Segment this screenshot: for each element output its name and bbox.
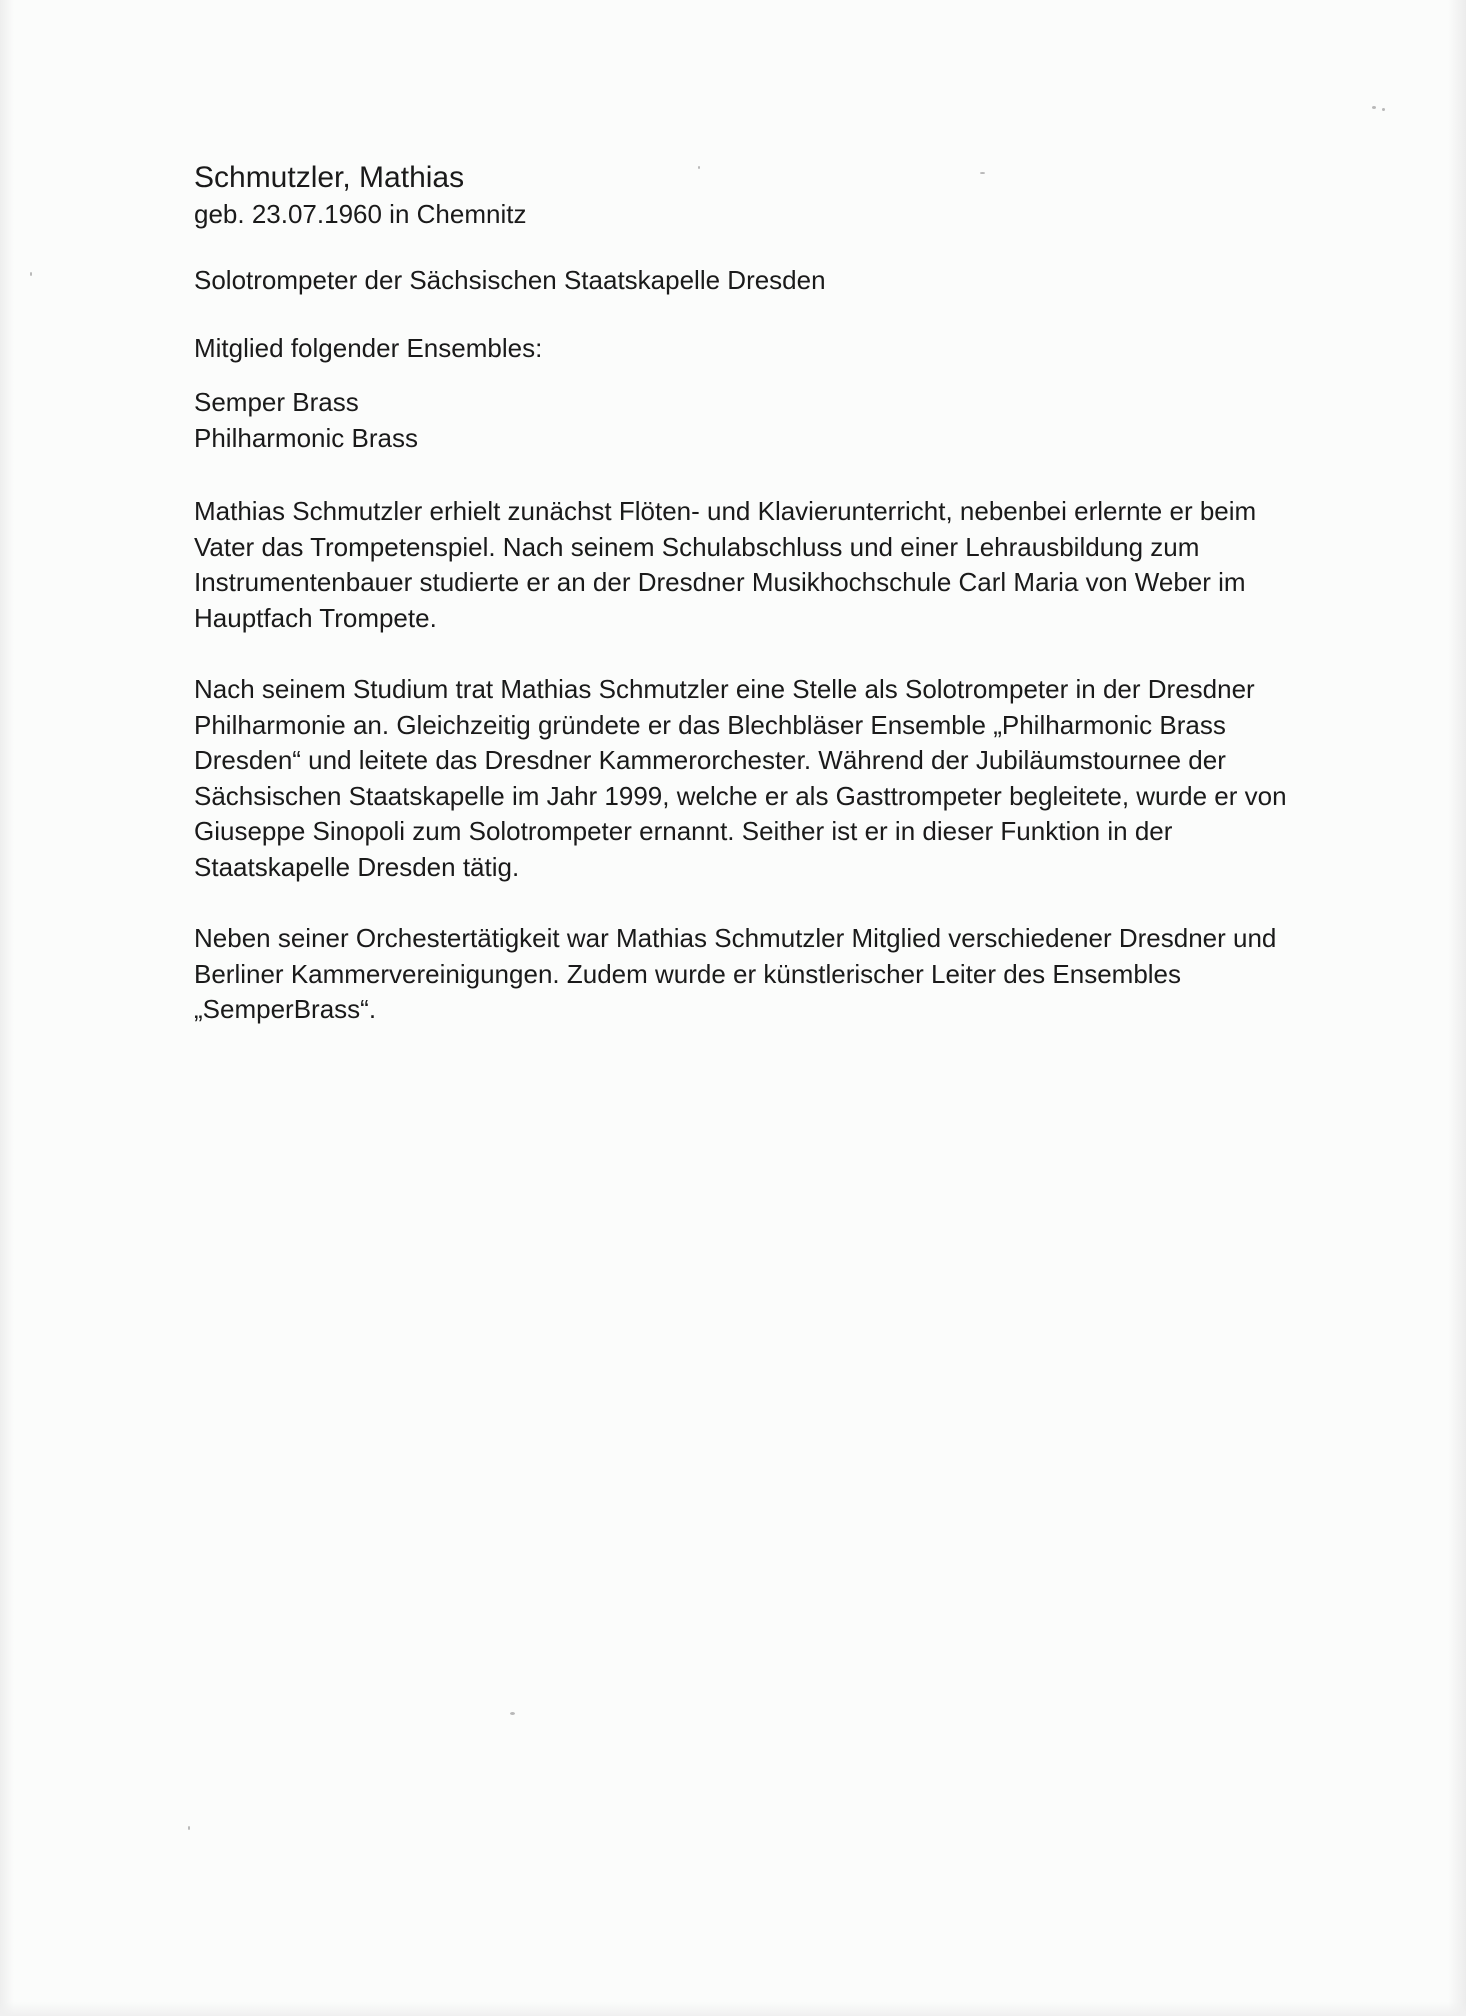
document-body (194, 160, 1304, 1064)
scan-edge-left (0, 0, 14, 2016)
person-name: Schmutzler, Mathias (194, 161, 465, 194)
scan-speck (1382, 108, 1385, 111)
scan-edge-right (1448, 0, 1466, 2016)
ensemble-item: Philharmonic Brass (194, 423, 418, 453)
scan-edge-bottom (0, 2002, 1466, 2016)
ensemble-item: Semper Brass (194, 387, 359, 417)
scan-speck (30, 272, 32, 276)
scan-speck (1372, 106, 1376, 109)
bio-paragraph-chamber-music: Neben seiner Orchestertätigkeit war Mathias Schmutzler Mitglied verschiedener Dresdner und Berliner Kammervereinigungen. Zudem wurde er künstlerischer Leiter des Ensembles „SemperBrass“. (194, 923, 1277, 1024)
scan-speck (188, 1826, 190, 1830)
bio-paragraph-education: Mathias Schmutzler erhielt zunächst Flöten- und Klavierunterricht, nebenbei erlernte er beim Vater das Trompetenspiel. Nach seinem Schulabschluss und einer Lehrausbildung zum Instrumentenbauer studierte er an der Dresdner Musikhochschule Carl Maria von Weber im Hauptfach Trompete. (194, 496, 1257, 633)
ensemble-list (194, 384, 1304, 456)
birth-info: geb. 23.07.1960 in Chemnitz (194, 199, 527, 229)
bio-paragraph-career: Nach seinem Studium trat Mathias Schmutzler eine Stelle als Solotrompeter in der Dresdner Philharmonie an. Gleichzeitig gründete er das Blechbläser Ensemble „Philharmonic Brass Dresden“ und leitete das Dresdner Kammerorchester. Während der Jubiläumstournee der Sächsischen Staatskapelle im Jahr 1999, welche er als Gasttrompeter begleitete, wurde er von Giuseppe Sinopoli zum Solotrompeter ernannt. Seither ist er in dieser Funktion in der Staatskapelle Dresden tätig. (194, 674, 1287, 882)
position-title: Solotrompeter der Sächsischen Staatskapelle Dresden (194, 265, 826, 295)
scan-speck (510, 1712, 515, 1715)
ensembles-heading: Mitglied folgender Ensembles: (194, 333, 543, 363)
